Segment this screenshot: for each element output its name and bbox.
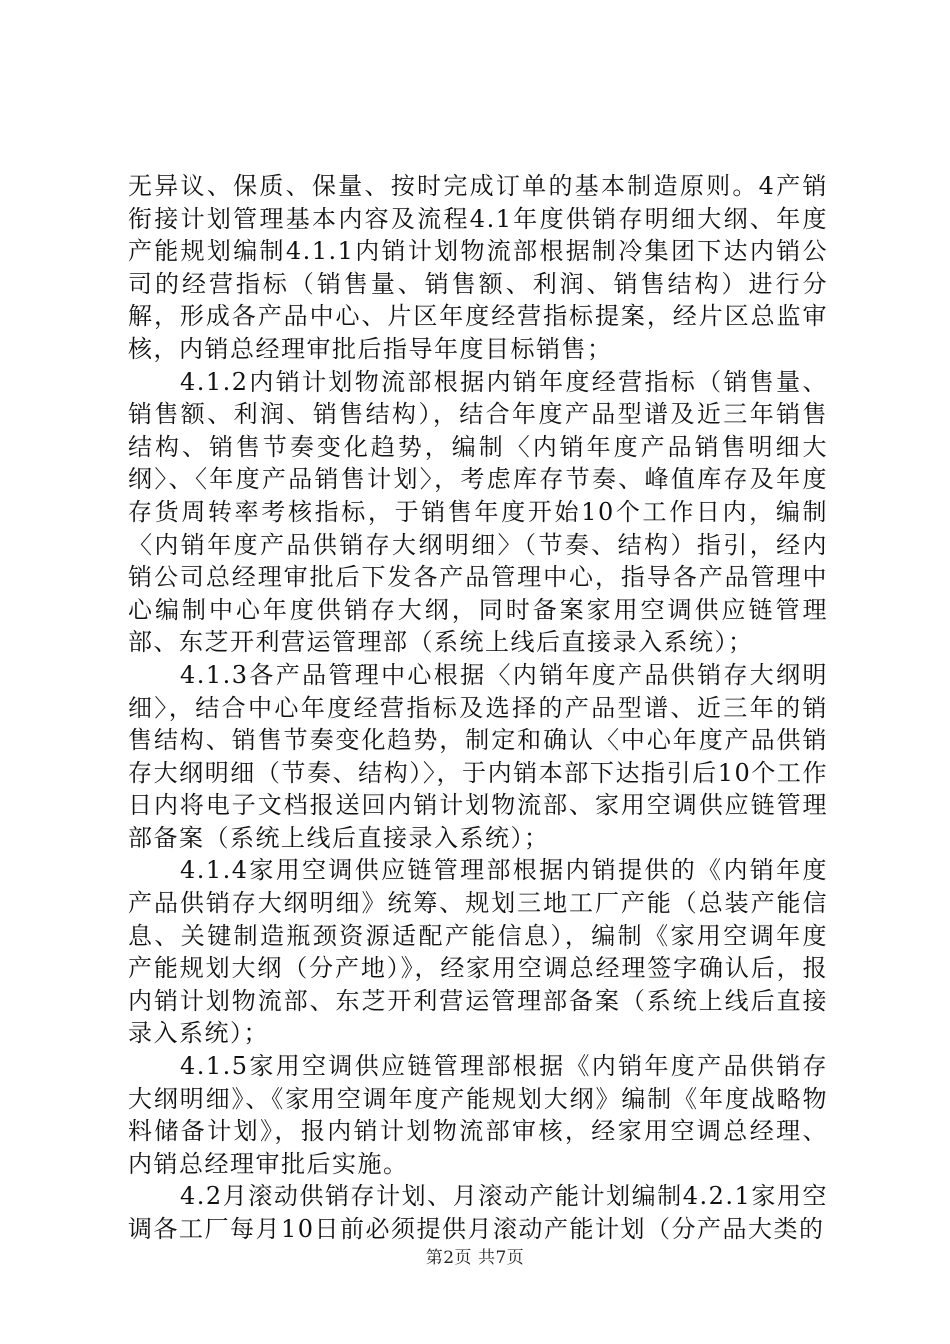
paragraph-5: 4.1.5家用空调供应链管理部根据《内销年度产品供销存大纲明细》、《家用空调年度产能规划大纲》编制《年度战略物料储备计划》，报内销计划物流部审核，经家用空调总经理、内销总经理审批后实施。 (128, 1052, 828, 1178)
page-number-footer: 第2页 共7页 (425, 1248, 525, 1268)
paragraph-4: 4.1.4家用空调供应链管理部根据内销提供的《内销年度产品供销存大纲明细》统筹、规划三地工厂产能（总装产能信息、关键制造瓶颈资源适配产能信息），编制《家用空调年度产能规划大纲（分产地）》，经家用空调总经理签字确认后，报内销计划物流部、东芝开利营运管理部备案（系统上线后直接录入系统）； (128, 856, 828, 1048)
paragraph-3: 4.1.3各产品管理中心根据〈内销年度产品供销存大纲明细〉，结合中心年度经营指标及选择的产品型谱、近三年的销售结构、销售节奏变化趋势，制定和确认〈中心年度产品供销存大纲明细（节奏、结构）〉，于内销本部下达指引后10个工作日内将电子文档报送回内销计划物流部、家用空调供应链管理部备案（系统上线后直接录入系统）； (128, 660, 828, 852)
paragraph-6: 4.2月滚动供销存计划、月滚动产能计划编制4.2.1家用空调各工厂每月10日前必须提供月滚动产能计划（分产品大类的 (128, 1182, 828, 1243)
document-body (128, 170, 828, 1246)
paragraph-2: 4.1.2内销计划物流部根据内销年度经营指标（销售量、销售额、利润、销售结构），结合年度产品型谱及近三年销售结构、销售节奏变化趋势，编制〈内销年度产品销售明细大纲〉、〈年度产品销售计划〉，考虑库存节奏、峰值库存及年度存货周转率考核指标，于销售年度开始10个工作日内，编制〈内销年度产品供销存大纲明细〉（节奏、结构）指引，经内销公司总经理审批后下发各产品管理中心，指导各产品管理中心编制中心年度供销存大纲，同时备案家用空调供应链管理部、东芝开利营运管理部（系统上线后直接录入系统）； (128, 367, 828, 657)
paragraph-1: 无异议、保质、保量、按时完成订单的基本制造原则。4产销衔接计划管理基本内容及流程4.1年度供销存明细大纲、年度产能规划编制4.1.1内销计划物流部根据制冷集团下达内销公司的经营指标（销售量、销售额、利润、销售结构）进行分解，形成各产品中心、片区年度经营指标提案，经片区总监审核，内销总经理审批后指导年度目标销售； (128, 172, 828, 363)
